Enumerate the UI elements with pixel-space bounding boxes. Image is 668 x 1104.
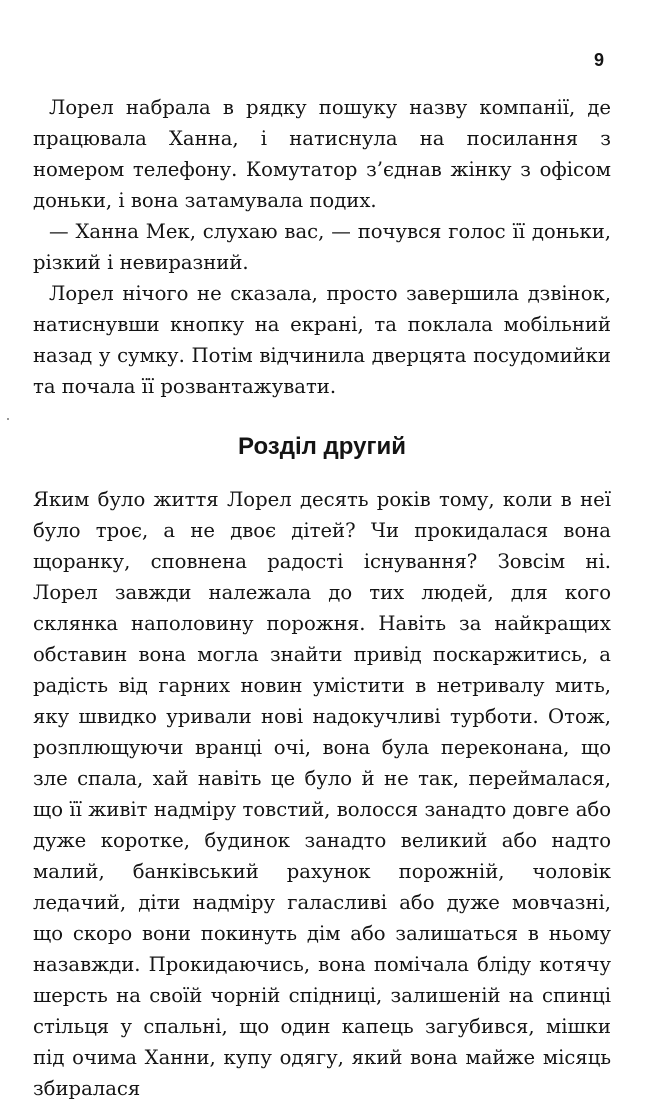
paragraph-search-call: Лорел набрала в рядку пошуку назву компанії, де працювала Ханна, і натиснула на посилання з номером телефону. Комутатор з’єднав жінку з офісом доньки, і вона затамувала подих. (33, 96, 611, 212)
paragraph-ends-call: Лорел нічого не сказала, просто завершила дзвінок, натиснувши кнопку на екрані, та поклала мобільний назад у сумку. Потім відчинила дверцята посудомийки та почала її розвантажувати. (33, 282, 611, 398)
chapter-heading: Розділ другий (238, 433, 406, 460)
chapter-opening-paragraph: Яким було життя Лорел десять років тому, коли в неї було троє, а не двоє дітей? Чи прокидалася вона щоранку, сповнена радості існування? Зовсім ні. Лорел завжди належала до тих людей, для кого склянка наполовину порожня. Навіть за найкращих обставин вона могла знайти привід поскаржитись, а радість від гарних новин умістити в нетривалу мить, яку швидко уривали нові надокучливі турботи. Отож, розплющуючи вранці очі, вона була переконана, що зле спала, хай навіть це було й не так, переймалася, що її живіт надміру товстий, волосся занадто довге або дуже коротке, будинок занадто великий або надто малий, банківський рахунок порожній, чоловік ледачий, діти надміру галасливі або дуже мовчазні, що скоро вони покинуть дім або залишаться в ньому назавжди. Прокидаючись, вона помічала бліду котячу шерсть на своїй чорній спідниці, залишеній на спинці стільця у спальні, що один капець загубився, мішки під очима Ханни, купу одягу, який вона майже місяць збиралася (33, 488, 611, 1100)
page-number: 9 (593, 50, 604, 70)
page-body (33, 92, 611, 1104)
paragraph-dialogue-line: — Ханна Мек, слухаю вас, — почувся голос її доньки, різкий і невиразний. (33, 220, 611, 274)
margin-speck (7, 418, 9, 420)
